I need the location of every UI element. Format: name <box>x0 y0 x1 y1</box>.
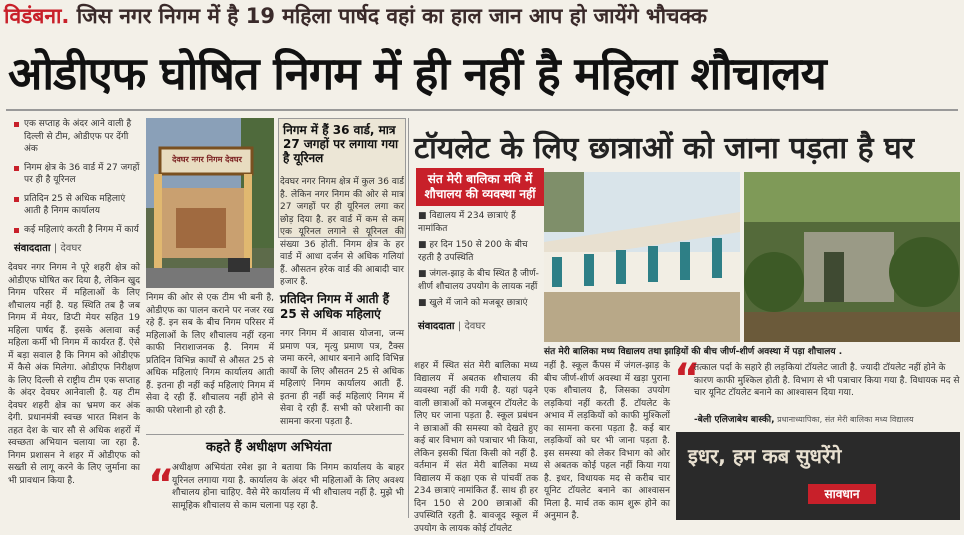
officer-quote-text: अधीक्षण अभियंता रमेश झा ने बताया कि निगम कार्यालय के बाहर यूरिनल लगाया गया है. कार्यालय के अंदर भी महिलाओं के लिए अवश्य शौचालय होना चाहिए. वैसे मेरे कार्यालय में भी शौचालय नहीं है. मुझे भी सामूहिक शौचालय से काम चलाना पड़ रहा है. <box>172 463 404 511</box>
bullet-text: विद्यालय में 234 छात्राएं हैं नामांकित <box>418 211 516 234</box>
bottom-panel <box>676 432 960 520</box>
gate-sign-text: देवघर नगर निगम देवघर <box>172 155 242 164</box>
byline-label: संवाददाता <box>14 243 51 254</box>
byline <box>418 318 538 332</box>
nigam-gate-photo <box>146 118 274 288</box>
byline-place: | देवघर <box>457 321 486 332</box>
right-headline: टॉयलेट के लिए छात्राओं को जाना पड़ता है घर <box>414 131 914 166</box>
kicker-text: जिस नगर निगम में है 19 महिला पार्षद वहां का हाल जान आप हो जायेंगे भौचक्क <box>76 4 708 28</box>
warning-badge: सावधान <box>808 484 876 504</box>
kicker-label: विडंबना. <box>4 4 70 28</box>
toilet-illustration <box>744 172 960 342</box>
red-highlight-box: संत मेरी बालिका मवि में शौचालय की व्यवस्था नहीं <box>416 168 544 206</box>
quote-attr-name: -बेली एलिजाबेथ बास्की, <box>694 415 775 425</box>
bullet-item: निगम क्षेत्र के 36 वार्ड में 27 जगहों पर ही है यूरिनल <box>14 162 142 187</box>
headmistress-quote: तत्काल पर्दा के सहारे ही लड़कियां टॉयलेट जाती है. ज्यादी टॉयलेट नहीं होने के कारण काफी मुश्किल होती है. विभाग से भी पत्राचार किया गया है. विधायक मद से चार यूनिट टॉयलेट बनाने का आश्वासन दिया गया. <box>694 363 960 398</box>
bullet-item: ■ हर दिन 150 से 200 के बीच रहती है उपस्थिति <box>418 240 528 263</box>
bullet-text: खुले में जाने को मजबूर छात्राएं <box>429 298 528 308</box>
quote-mark-icon: “ <box>674 356 701 402</box>
wards-box-heading: निगम में हैं 36 वार्ड, मात्र 27 जगहों पर लगाया गया है यूरिनल <box>283 123 399 165</box>
right-body: नहीं है. स्कूल कैंपस में जंगल-झाड़ के बीच जीर्ण-शीर्ण अवस्था में खड़ा पुराना एक शौचालय है, जिसका उपयोग लड़कियां नहीं करती हैं. टॉयलेट के अभाव में लड़कियों को काफी मुश्किलों का सामना करना पड़ता है. कई बार लड़कियों को घर भी जाना पड़ता है. इस समस्या को लेकर विभाग को ओर से अबतक कोई पहल नहीं किया गया है. इधर, विधायक मद से करीब चार यूनिट टॉयलेट बनाने का आश्वासन मिला है. मार्च तक काम शुरू होने का अनुमान है. <box>544 361 670 521</box>
mid-body: शहर में स्थित संत मेरी बालिका मध्य विद्यालय में अबतक शौचालय की व्यवस्था नहीं की गयी है. यहां पढ़ने वाली छात्राओं को मजबूरन टॉयलेट के लिए घर जाना पड़ता है. स्कूल प्रबंधन ने छात्राओं की समस्या को देखते हुए कई बार विभाग को पत्राचार भी किया, लेकिन इसकी चिंता किसी को नहीं है. वर्तमान में संत मेरी बालिका मध्य विद्यालय में कक्षा एक से पांचवीं तक 234 छात्राएं नामांकित हैं. साथ ही हर दिन 150 से 200 छात्राओं की उपस्थिति रहती है. बावजूद स्कूल में उपयोग के लायक कोई टॉयलेट <box>414 361 538 534</box>
bullet-item: ■ विद्यालय में 234 छात्राएं हैं नामांकित <box>418 211 516 234</box>
quote-mark-icon: “ <box>148 462 175 508</box>
school-illustration <box>544 172 740 342</box>
bullet-item: एक सप्ताह के अंदर आने वाली है दिल्ली से टीम, ओडीएफ पर देंगी अंक <box>14 118 142 156</box>
bullet-item: ■ खुले में जाने को मजबूर छात्राएं <box>418 298 528 308</box>
story-divider <box>408 118 409 518</box>
main-headline: ओडीएफ घोषित निगम में ही नहीं है महिला शौचालय <box>8 47 826 100</box>
photo-caption: संत मेरी बालिका मध्य विद्यालय तथा झाड़ियों की बीच जीर्ण-शीर्ण अवस्था में पड़ा शौचालय . <box>544 347 843 357</box>
byline-label: संवाददाता <box>418 321 455 332</box>
officer-heading: कहते हैं अधीक्षण अभियंता <box>206 440 332 455</box>
left-bullets <box>14 118 142 238</box>
quote-attr-role: प्रधानाध्यापिका, संत मेरी बालिका मध्य विद्यालय <box>777 415 914 424</box>
headline-rule <box>6 109 958 111</box>
women-visitors-body: नगर निगम में आवास योजना, जन्म प्रमाण पत्र, मृत्यु प्रमाण पत्र, टैक्स जमा करने, आधार बनाने आदि विभिन्न कार्यों के लिए औसतन 25 से अधिक महिलाएं निगम कार्यालय आती हैं. इतना ही नहीं कई महिलाएं निगम में सेवा दे रही हैं. सभी को परेशानी का सामना करना पड़ता है. <box>280 329 404 427</box>
wards-box-body: देवघर नगर निगम क्षेत्र में कुल 36 वार्ड है. लेकिन नगर निगम की ओर से मात्र 27 जगहों पर ही यूरिनल लगा कर छोड़ दिया है. हर वार्ड में कम से कम एक यूरिनल लगाने से यूरिनल की संख्या 36 होती. निगम क्षेत्र के हर वार्ड में आधा दर्जन से अधिक गलियां हैं. औसतन हरेक वार्ड की आबादी चार हजार है. <box>280 177 404 287</box>
photo1-caption-body: निगम की ओर से एक टीम भी बनी है, ओडीएफ का पालन कराने पर नजर रख रहे हैं. इन सब के बीच निगम परिसर में महिलाओं के लिए शौचालय नहीं रहना काफी निराशाजनक है. निगम में प्रतिदिन विभिन्न कार्यों से औसत 25 से अधिक महिलाएं निगम कार्यालय आती हैं. इतना ही नहीं कई महिलाएं निगम में सेवा दे रही हैं. शौचालय नहीं होने से काफी परेशानी हो रही है. <box>146 293 274 416</box>
gate-illustration <box>146 118 274 288</box>
left-body: देवघर नगर निगम ने पूरे शहरी क्षेत्र को ओडीएफ घोषित कर दिया है, लेकिन खुद निगम परिसर में महिलाओं के लिए शौचालय नहीं है. यह स्थिति तब है जब निगम में मेयर, डिप्टी मेयर सहित 19 महिला पार्षद हैं. इसके अलावा कई महिला कर्मी भी निगम में कार्यरत हैं. ऐसे में बड़ा सवाल है कि निगम को ओडीएफ में कैसे अंक मिलेगा. ओडीएफ निरीक्षण के लिए दिल्ली से राष्ट्रीय टीम एक सप्ताह के अंदर देवघर आनेवाली है. यह टीम देवघर शहरी क्षेत्र का भ्रमण कर अंक देगी. प्रधानमंत्री स्वच्छ भारत मिशन के तहत देश के चार सौ से अधिक शहरों में स्वच्छता अभियान चलाया जा रहा है. निगम प्रशासन ने शहर में ओडीएफ को सख्ती से लागू करने के लिए जुर्माना का भी प्रावधान किया है. <box>8 263 140 486</box>
toilet-photo <box>744 172 960 342</box>
byline <box>14 240 142 254</box>
kicker <box>4 2 960 38</box>
bottom-panel-heading: इधर, हम कब सुधरेंगे <box>688 444 842 468</box>
bullet-item: प्रतिदिन 25 से अधिक महिलाएं आती है निगम कार्यालय <box>14 193 142 218</box>
quote-attribution <box>694 412 960 425</box>
bullet-item: कई महिलाएं करती है निगम में कार्य <box>14 224 142 237</box>
bullet-text: हर दिन 150 से 200 के बीच रहती है उपस्थिति <box>418 240 528 263</box>
bullet-text: जंगल-झाड़ के बीच स्थित है जीर्ण-शीर्ण शौचालय उपयोग के लायक नहीं <box>418 269 539 292</box>
women-visitors-heading: प्रतिदिन निगम में आती हैं 25 से अधिक महिलाएं <box>280 292 390 321</box>
byline-place: | देवघर <box>53 243 82 254</box>
officer-rule <box>146 434 404 435</box>
bullet-item: ■ जंगल-झाड़ के बीच स्थित है जीर्ण-शीर्ण शौचालय उपयोग के लायक नहीं <box>418 269 539 292</box>
school-building-photo <box>544 172 740 342</box>
right-bullets <box>418 210 540 310</box>
